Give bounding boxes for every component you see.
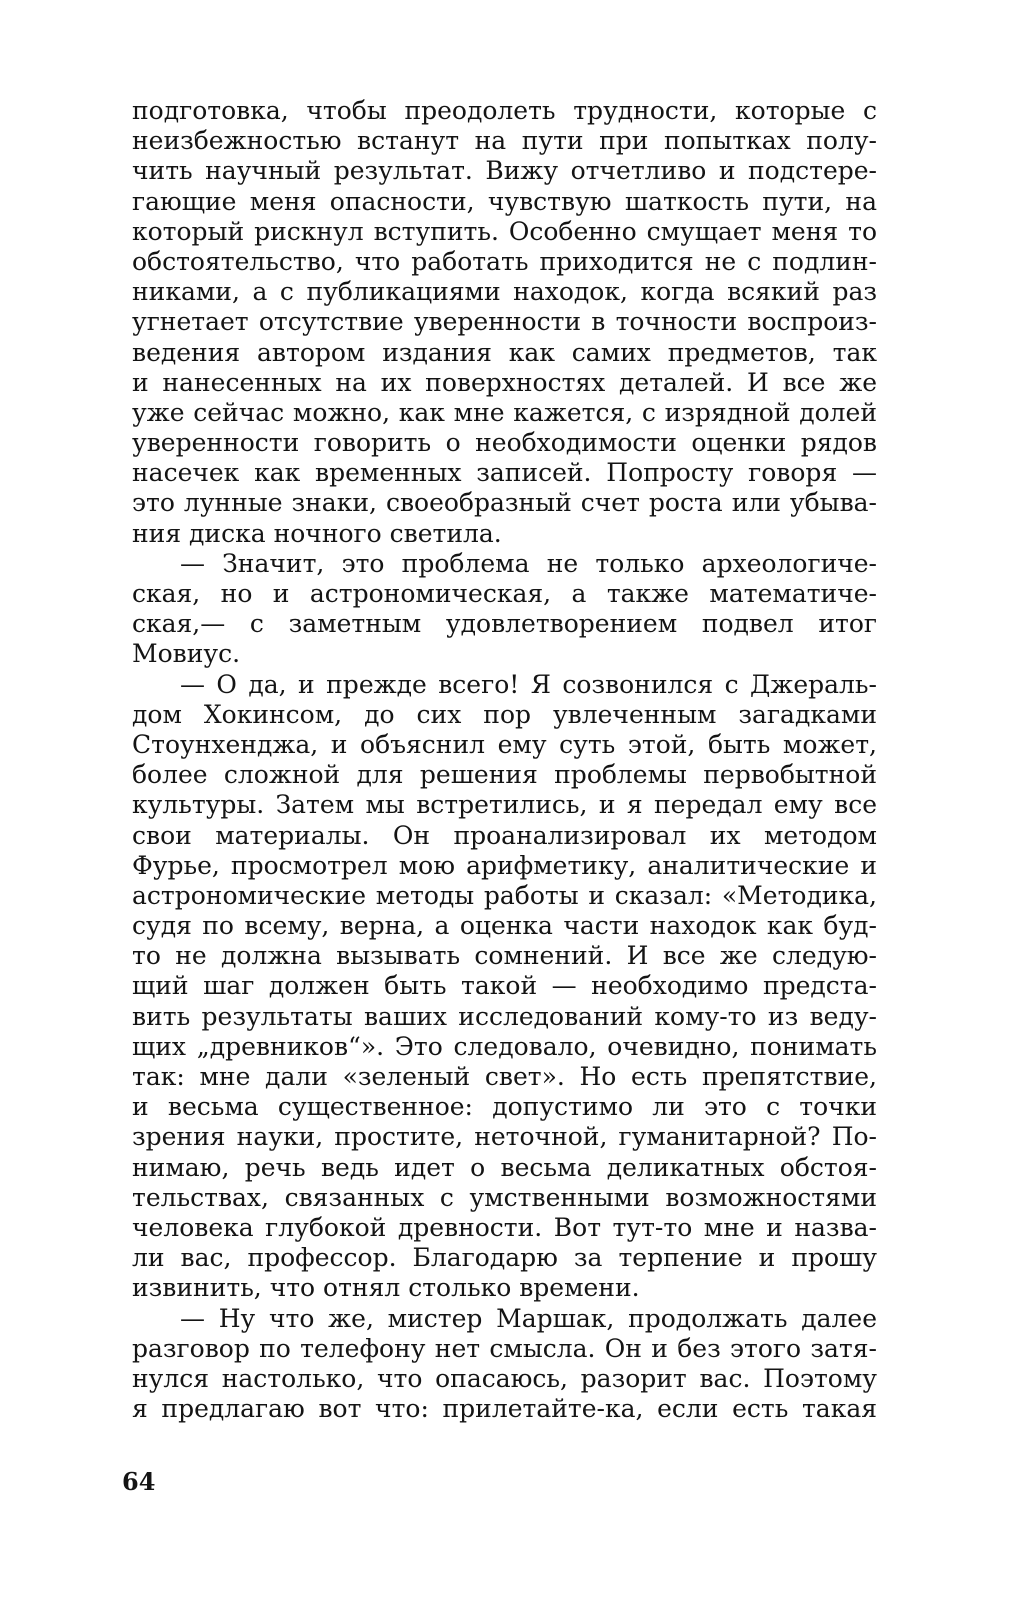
text-line: подготовка, чтобы преодолеть трудности, которые с — [132, 96, 877, 125]
paragraph-1 — [132, 96, 877, 549]
page-body — [132, 96, 877, 1424]
paragraph-2 — [132, 549, 877, 670]
text-line: — О да, и прежде всего! Я созвонился с Джераль- — [180, 669, 877, 699]
text-line: щих „древников“». Это следовало, очевидно, понимать — [132, 1031, 877, 1061]
text-line: который рискнул вступить. Особенно смущает меня то — [132, 216, 877, 246]
text-line: чить научный результат. Вижу отчетливо и подстере- — [132, 156, 877, 186]
text-line: это лунные знаки, своеобразный счет роста или убыва- — [132, 488, 877, 518]
text-line: Мовиус. — [132, 639, 241, 669]
text-line: Стоунхенджа, и объяснил ему суть этой, быть может, — [132, 729, 877, 759]
paragraph-3 — [132, 670, 877, 1304]
text-line: судя по всему, верна, а оценка части находок как буд- — [132, 911, 877, 941]
text-line: ская,— с заметным удовлетворением подвел итог — [132, 609, 877, 639]
text-line: так: мне дали «зеленый свет». Но есть препятствие, — [132, 1062, 877, 1091]
text-line: уверенности говорить о необходимости оценки рядов — [132, 428, 877, 458]
text-line: человека глубокой древности. Вот тут-то мне и назва- — [132, 1212, 877, 1242]
text-line: я предлагаю вот что: прилетайте-ка, если есть такая — [132, 1394, 877, 1424]
text-line: никами, а с публикациями находок, когда всякий раз — [132, 277, 877, 307]
text-line: щий шаг должен быть такой — необходимо предста- — [132, 971, 877, 1001]
text-line: и нанесенных на их поверхностях деталей. И все же — [132, 367, 877, 397]
text-line: культуры. Затем мы встретились, и я передал ему все — [132, 790, 877, 820]
text-line: более сложной для решения проблемы первобытной — [132, 760, 877, 790]
text-line: ния диска ночного светила. — [132, 518, 502, 548]
text-line: и весьма существенное: допустимо ли это с точки — [132, 1092, 877, 1122]
text-line: ская, но и астрономическая, а также математиче- — [132, 579, 877, 608]
text-line: — Значит, это проблема не только археологиче- — [180, 548, 877, 578]
text-line: то не должна вызывать сомнений. И все же следую- — [132, 941, 877, 971]
text-line: неизбежностью встанут на пути при попытках полу- — [132, 126, 877, 156]
text-line: извинить, что отнял столько времени. — [132, 1273, 640, 1303]
text-line: ведения автором издания как самих предметов, так — [132, 337, 877, 367]
text-line: угнетает отсутствие уверенности в точности воспроиз- — [132, 307, 877, 337]
text-line: дом Хокинсом, до сих пор увлеченным загадками — [132, 699, 877, 729]
text-line: нулся настолько, что опасаюсь, разорит вас. Поэтому — [132, 1363, 877, 1393]
text-line: разговор по телефону нет смысла. Он и без этого затя- — [132, 1333, 877, 1363]
text-line: астрономические методы работы и сказал: «Методика, — [132, 880, 877, 910]
text-line: Фурье, просмотрел мою арифметику, аналитические и — [132, 850, 877, 880]
text-line: нимаю, речь ведь идет о весьма деликатных обстоя- — [132, 1152, 877, 1182]
text-line: — Ну что же, мистер Маршак, продолжать далее — [180, 1303, 877, 1333]
text-line: гающие меня опасности, чувствую шаткость пути, на — [132, 186, 877, 216]
text-line: насечек как временных записей. Попросту говоря — — [132, 458, 877, 488]
text-line: ли вас, профессор. Благодарю за терпение и прошу — [132, 1243, 877, 1273]
text-line: вить результаты ваших исследований кому-то из веду- — [132, 1001, 877, 1031]
text-line: тельствах, связанных с умственными возможностями — [132, 1182, 877, 1212]
paragraph-4 — [132, 1304, 877, 1425]
page-number: 64 — [122, 1467, 156, 1496]
text-line: обстоятельство, что работать приходится не с подлин- — [132, 246, 877, 276]
text-line: свои материалы. Он проанализировал их методом — [132, 820, 877, 850]
text-line: зрения науки, простите, неточной, гуманитарной? По- — [132, 1122, 877, 1152]
text-line: уже сейчас можно, как мне кажется, с изрядной долей — [132, 397, 877, 427]
